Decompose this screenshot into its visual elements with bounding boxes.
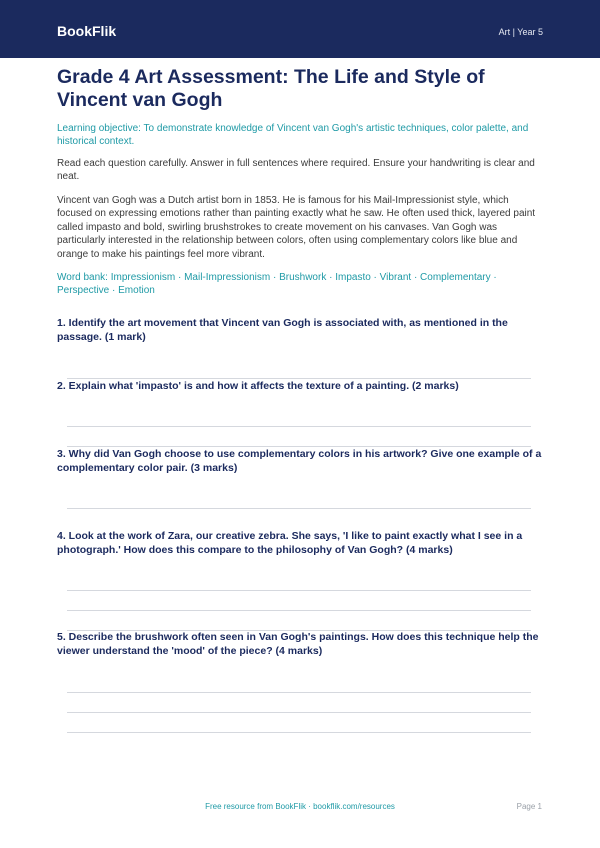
question-3: 3. Why did Van Gogh choose to use complementary colors in his artwork? Give one example of a complementary color pair. (3 marks) bbox=[57, 448, 542, 474]
answer-line[interactable] bbox=[67, 732, 531, 733]
question-2: 2. Explain what 'impasto' is and how it affects the texture of a painting. (2 marks) bbox=[57, 380, 459, 392]
breadcrumb: Art | Year 5 bbox=[498, 27, 543, 37]
instructions-text: Read each question carefully. Answer in full sentences where required. Ensure your handwriting is clear and neat. bbox=[57, 158, 535, 183]
word-bank: Word bank: Impressionism · Mail-Impressionism · Brushwork · Impasto · Vibrant · Complementary · Perspective · Emotion bbox=[57, 272, 497, 297]
footer-resource-link[interactable]: Free resource from BookFlik · bookflik.com/resources bbox=[205, 802, 395, 811]
header-bar bbox=[0, 0, 600, 58]
brand-logo[interactable]: BookFlik bbox=[57, 23, 117, 39]
answer-line[interactable] bbox=[67, 610, 531, 611]
worksheet-title: Grade 4 Art Assessment: The Life and Style of Vincent van Gogh bbox=[57, 66, 485, 111]
reading-passage: Vincent van Gogh was a Dutch artist born in 1853. He is famous for his Mail-Impressionist style, which focused on expressing emotions rather than painting exactly what he saw. He often used thick, layered paint called impasto and bold, swirling brushstrokes to create movement on his canvases. Van Gogh was particularly interested in the relationship between colors, often using complementary colors like blue and orange to make his paintings feel more vibrant. bbox=[57, 195, 536, 260]
answer-line[interactable] bbox=[67, 590, 531, 591]
question-5: 5. Describe the brushwork often seen in Van Gogh's paintings. How does this technique help the viewer understand the 'mood' of the piece? (4 marks) bbox=[57, 631, 539, 657]
question-1: 1. Identify the art movement that Vincent van Gogh is associated with, as mentioned in the passage. (1 mark) bbox=[57, 317, 508, 343]
learning-objective: Learning objective: To demonstrate knowledge of Vincent van Gogh's artistic techniques, color palette, and historical context. bbox=[57, 123, 529, 147]
question-4: 4. Look at the work of Zara, our creative zebra. She says, 'I like to paint exactly what I see in a photograph.' How does this compare to the philosophy of Van Gogh? (4 marks) bbox=[57, 530, 523, 556]
answer-line[interactable] bbox=[67, 692, 531, 693]
answer-line[interactable] bbox=[67, 712, 531, 713]
answer-line[interactable] bbox=[67, 508, 531, 509]
answer-line[interactable] bbox=[67, 426, 531, 427]
page-number: Page 1 bbox=[516, 802, 542, 811]
